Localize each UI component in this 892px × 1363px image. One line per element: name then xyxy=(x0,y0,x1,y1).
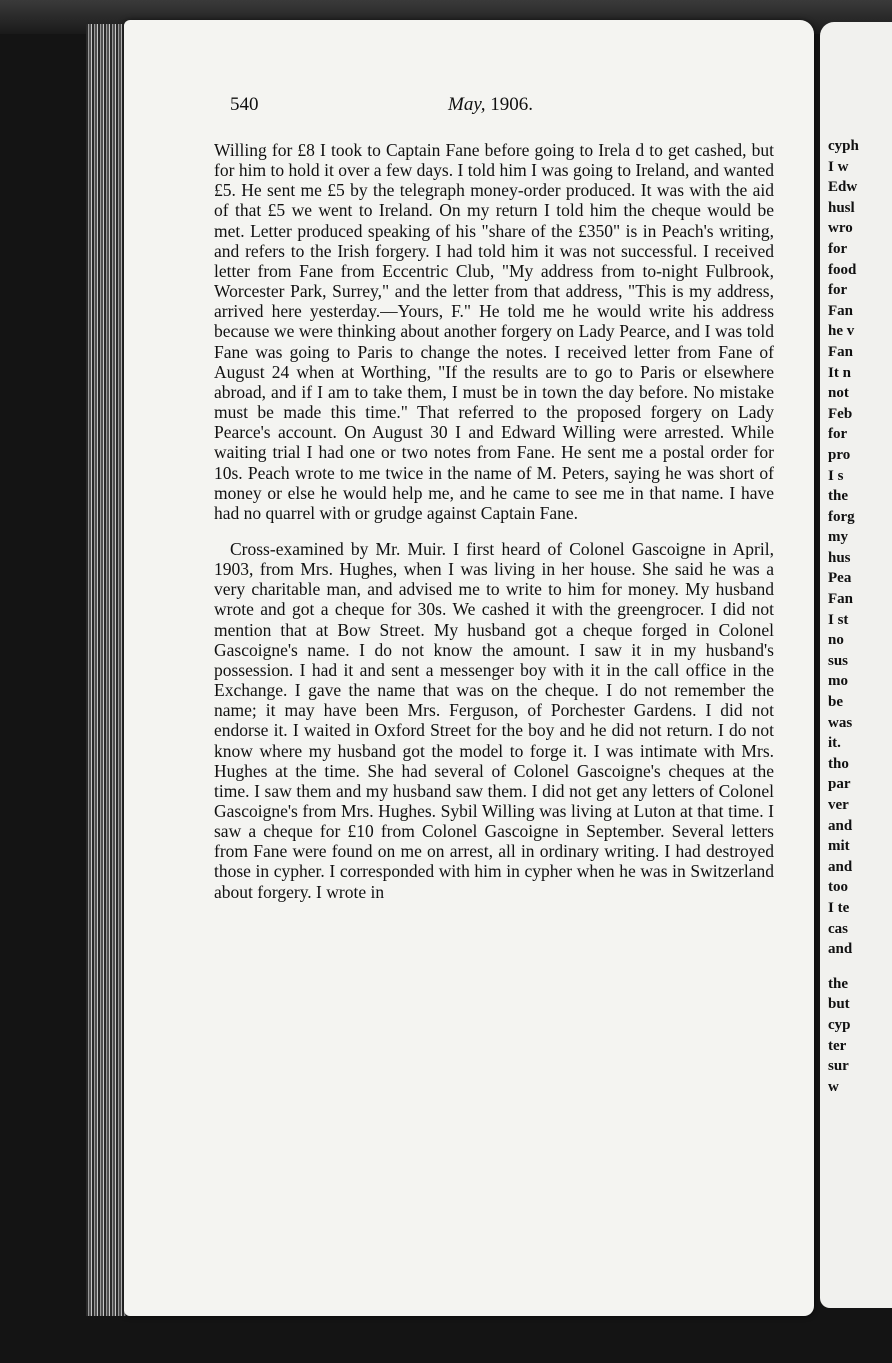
facing-page-line: and xyxy=(828,858,853,875)
facing-page-line: I w xyxy=(828,158,849,175)
paragraph-cross-examination: Cross-examined by Mr. Muir. I first heard of Colonel Gascoigne in April, 1903, from Mrs. Hughes, when I was living in her house. She said he was a very charitable man, and advised me to write to him for money. My husband wrote and got a cheque for 30s. We cashed it with the greengrocer. I did not mention that at Bow Street. My husband got a cheque forged in Colonel Gascoigne's name. I do not know the amount. I saw it in my husband's possession. I had it and sent a messenger boy with it in the call office in the Exchange. I gave the name that was on the cheque. I do not remember the name; it may have been Mrs. Ferguson, of Porchester Gardens. I did not endorse it. I waited in Oxford Street for the boy and he did not return. I do not know where my husband got the model to forge it. I was intimate with Mrs. Hughes at the time. She had several of Colonel Gascoigne's cheques at the time. I saw them and my husband saw them. I did not get any letters of Colonel Gascoigne's from Mrs. Hughes. Sybil Willing was living at Luton at that time. I saw a cheque for £10 from Colonel Gascoigne in September. Several letters from Fane were found on me on arrest, all in ordinary writing. I had destroyed those in cypher. I corresponded with him in cypher when he was in Switzerland about forgery. I wrote in xyxy=(214,538,774,902)
facing-page-line: my xyxy=(828,529,848,546)
facing-page-line: ver xyxy=(828,797,849,813)
facing-page-line: mit xyxy=(828,838,850,855)
facing-page-line: for xyxy=(828,282,848,299)
facing-page-line: pro xyxy=(828,446,851,463)
facing-page-line: ter xyxy=(828,1037,847,1054)
page-header xyxy=(228,94,778,120)
facing-page-line: It n xyxy=(828,364,851,381)
page-number: 540 xyxy=(230,94,259,115)
facing-page-line: and xyxy=(828,817,853,834)
facing-page-line: Fan xyxy=(828,302,854,319)
facing-page-line: I s xyxy=(828,467,844,484)
facing-page xyxy=(820,22,892,1308)
facing-page-line: cyph xyxy=(828,138,859,154)
body-text xyxy=(214,140,774,902)
facing-page-line: and xyxy=(828,941,853,958)
facing-page-line: sus xyxy=(828,652,849,669)
facing-page-line: par xyxy=(828,776,851,793)
facing-page-line: Feb xyxy=(828,405,853,422)
facing-page-line: the xyxy=(828,488,848,505)
facing-page-line: for xyxy=(828,426,848,443)
running-head-month: May, xyxy=(448,94,486,115)
facing-page-line: was xyxy=(828,714,853,731)
facing-page-line: mo xyxy=(828,673,848,690)
facing-page-line: tho xyxy=(828,755,849,772)
facing-page-line: hus xyxy=(828,549,851,566)
running-head xyxy=(448,94,533,116)
facing-page-line: no xyxy=(828,632,844,649)
facing-page-line: he v xyxy=(828,323,855,340)
facing-page-line: wro xyxy=(828,220,853,237)
running-head-year: 1906. xyxy=(490,94,533,115)
facing-page-line: I te xyxy=(828,899,850,916)
facing-page-line: food xyxy=(828,261,857,278)
facing-page-line: not xyxy=(828,385,849,402)
paragraph-testimony: Willing for £8 I took to Captain Fane before going to Irela d to get cashed, but for him to hold it over a few days. I told him I was going to Ireland, and wanted £5. He sent me £5 by the telegraph money-order produced. It was with the aid of that £5 we went to Ireland. On my return I told him the cheque would be met. Letter produced speaking of his "share of the £350" is in Peach's writing, and refers to the Irish forgery. I had told him it was not successful. I received letter from Fane from Eccentric Club, "My address from to-night Fulbrook, Worcester Park, Surrey," and the letter from that address, "This is my address, arrived here yesterday.—Yours, F." He told me he would write his address because we were thinking about another forgery on Lady Pearce, and I was told Fane was going to Paris to change the notes. I received letter from Fane of August 24 when at Worthing, "If the results are to go to Paris or elsewhere abroad, and if I am to take them, I must be in town the day before. No mistake must be made this time." That referred to the proposed forgery on Lady Pearce's account. On August 30 I and Edward Willing were arrested. While waiting trial I had one or two notes from Fane. He sent me a postal order for 10s. Peach wrote to me twice in the name of M. Peters, saying he was short of money or else he would help me, and he came to see me in that name. I have had no quarrel with or grudge against Captain Fane. xyxy=(214,140,774,523)
facing-page-line: Fan xyxy=(828,343,854,360)
facing-page-line: Edw xyxy=(828,179,858,196)
facing-page-line: cas xyxy=(828,920,848,937)
facing-page-line: for xyxy=(828,240,848,257)
facing-page-line: too xyxy=(828,879,848,896)
facing-page-line: w xyxy=(828,1078,839,1095)
facing-page-text xyxy=(828,136,892,1097)
facing-page-line: husl xyxy=(828,199,855,216)
facing-page-line: Fan xyxy=(828,591,854,608)
facing-page-line: the xyxy=(828,975,848,992)
facing-page-line: but xyxy=(828,996,850,1013)
facing-page-line: cyp xyxy=(828,1016,851,1033)
book-gutter xyxy=(86,24,126,1316)
facing-page-line: it. xyxy=(828,735,841,752)
facing-page-line: forg xyxy=(828,508,855,525)
facing-page-line: I st xyxy=(828,611,849,628)
facing-page-line: Pea xyxy=(828,570,852,587)
facing-page-line: be xyxy=(828,694,843,711)
facing-page-line: sur xyxy=(828,1058,849,1075)
